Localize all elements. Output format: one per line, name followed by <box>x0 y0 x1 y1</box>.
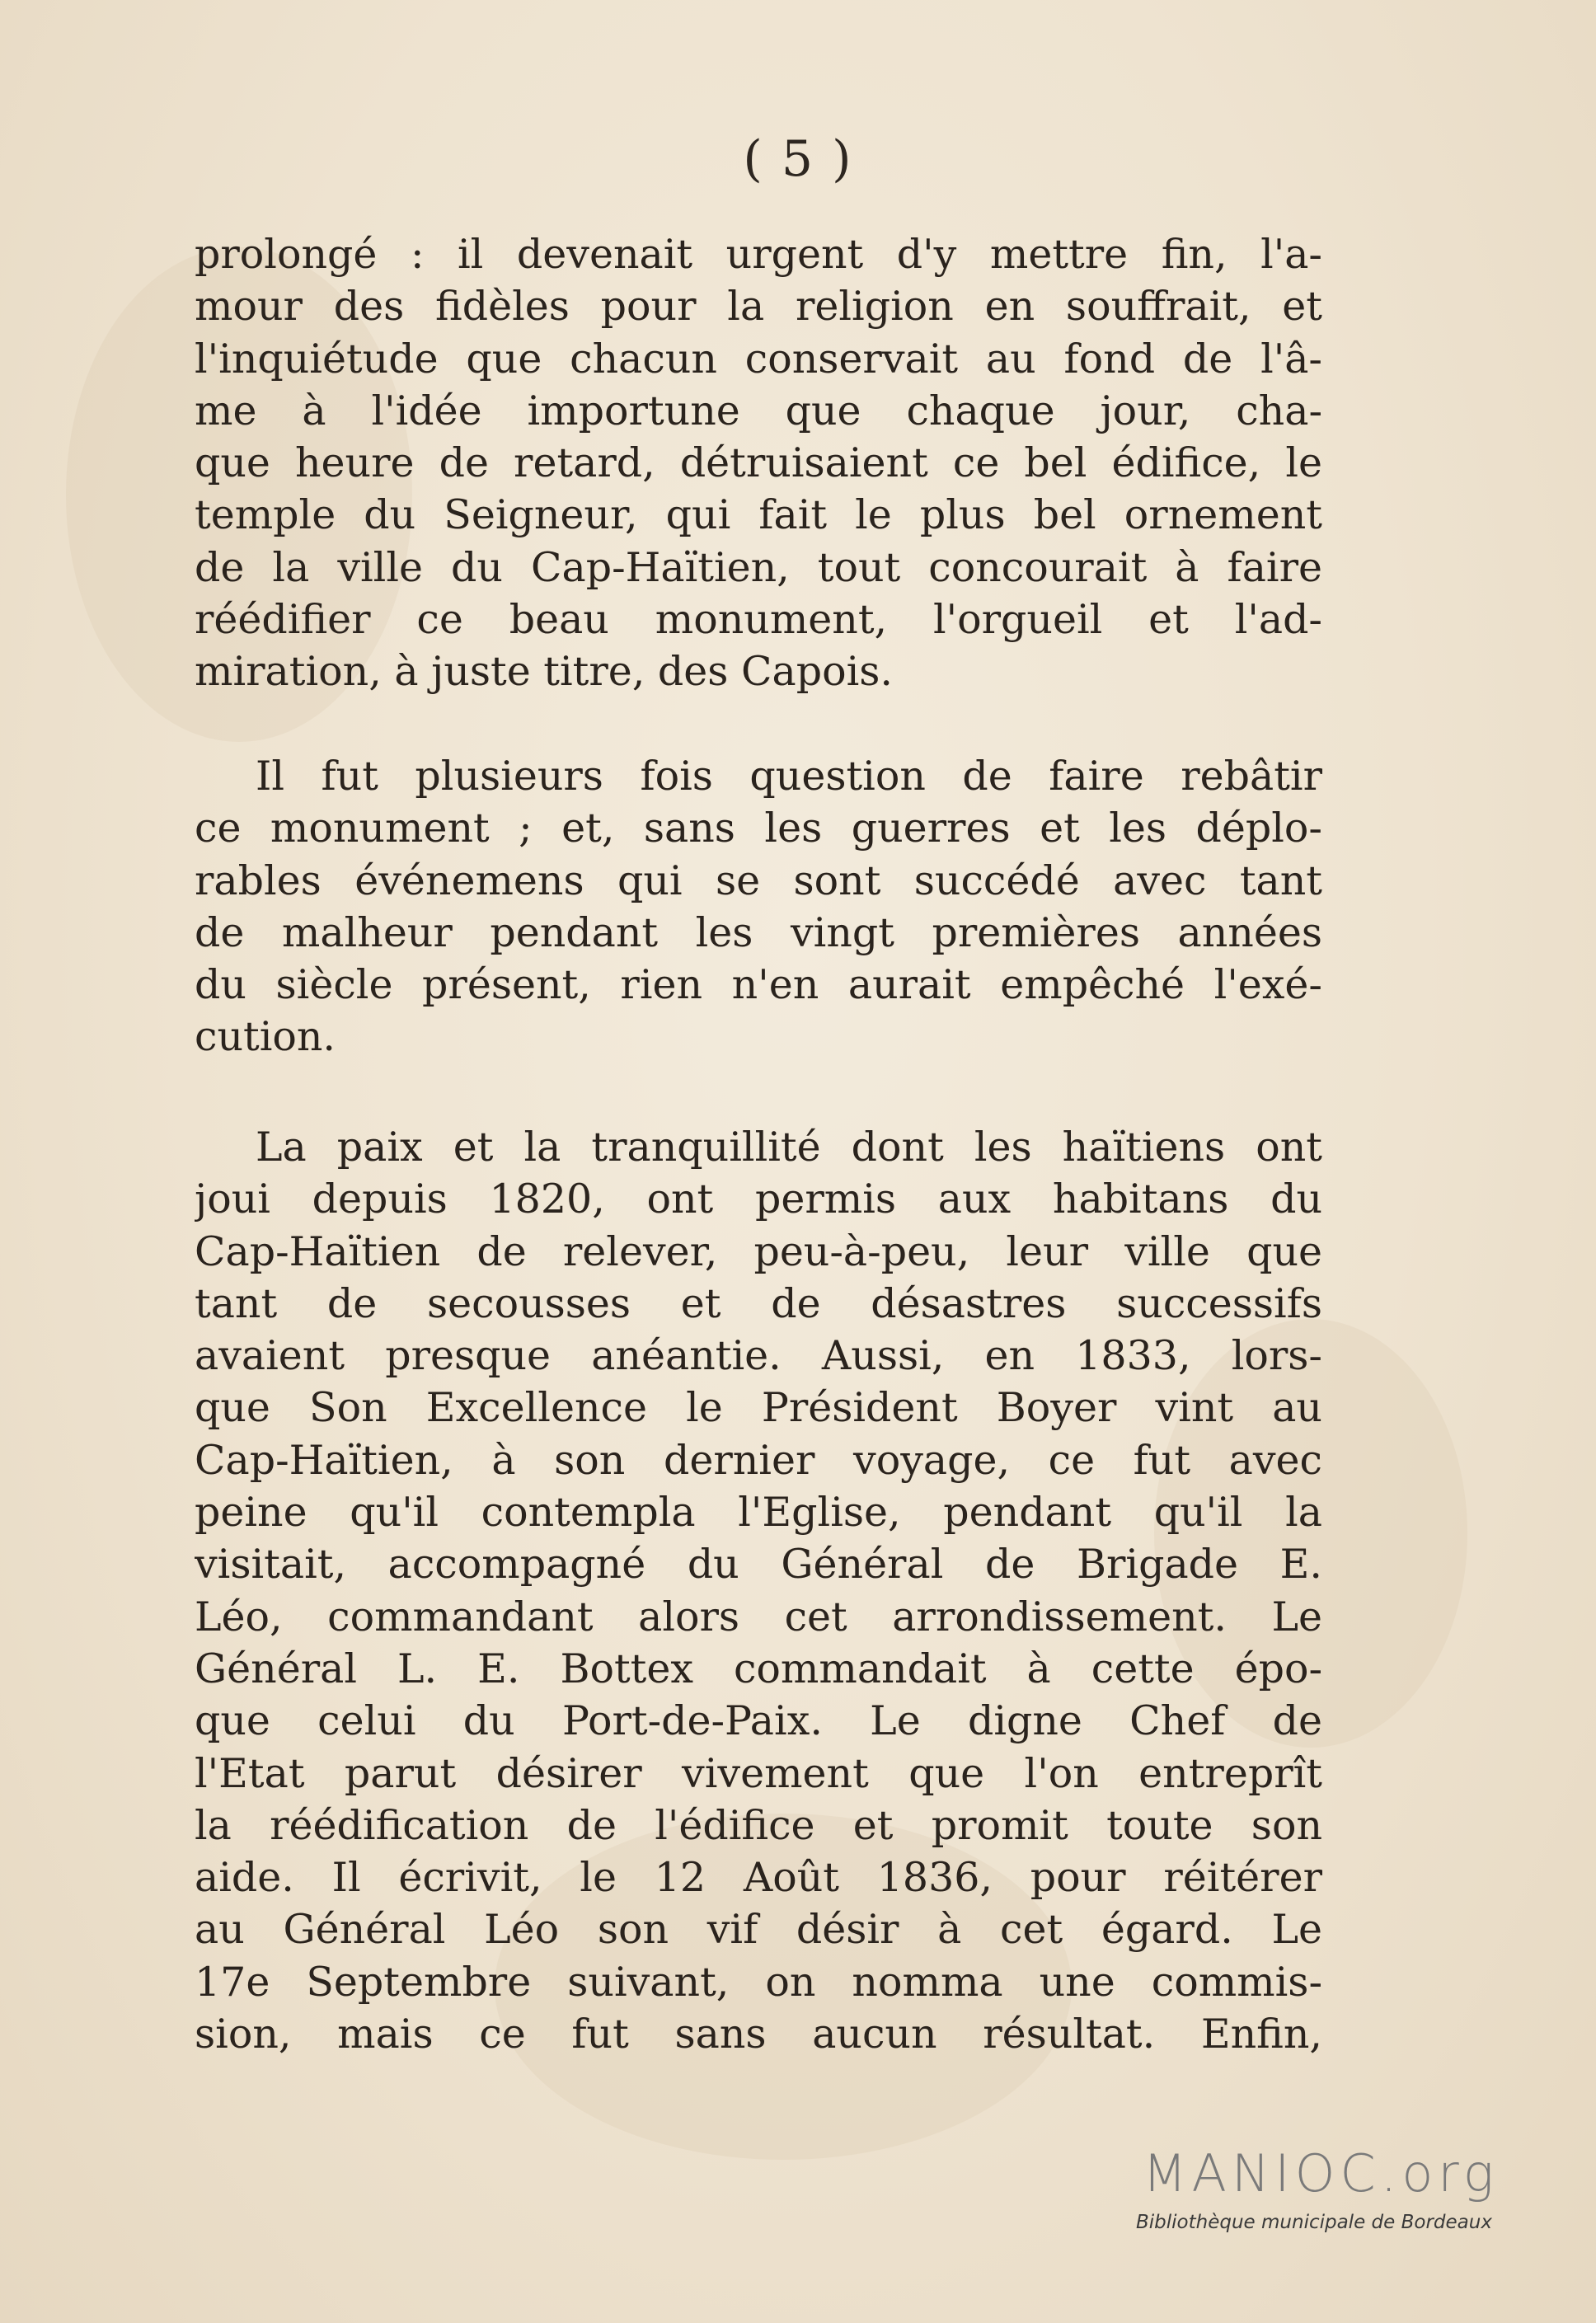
text-line: sion, mais ce fut sans aucun résultat. Enfin, <box>195 2011 1322 2058</box>
text-line: du siècle présent, rien n'en aurait empêché l'exé- <box>195 961 1322 1009</box>
text-line: visitait, accompagné du Général de Brigade E. <box>195 1541 1322 1589</box>
text-line: Il fut plusieurs fois question de faire rebâtir <box>256 753 1322 800</box>
text-line: prolongé : il devenait urgent d'y mettre fin, l'a- <box>195 231 1322 278</box>
text-line: que Son Excellence le Président Boyer vint au <box>195 1384 1322 1432</box>
watermark-name: MANIOC.org <box>1143 2143 1499 2203</box>
page-number: ( 5 ) <box>743 130 853 188</box>
text-line: temple du Seigneur, qui fait le plus bel ornement <box>195 491 1322 539</box>
text-line: de la ville du Cap-Haïtien, tout concourait à faire <box>195 543 1322 591</box>
paragraph-1 <box>195 228 1322 698</box>
text-line: Cap-Haïtien de relever, peu-à-peu, leur ville que <box>195 1227 1322 1275</box>
text-line: La paix et la tranquillité dont les haïtiens ont <box>256 1124 1322 1171</box>
text-line: Général L. E. Bottex commandait à cette épo- <box>195 1645 1322 1692</box>
text-line: au Général Léo son vif désir à cet égard. Le <box>195 1906 1322 1954</box>
text-line: rables événemens qui se sont succédé avec tant <box>195 856 1322 904</box>
paragraph-2 <box>195 750 1322 1063</box>
text-line: peine qu'il contempla l'Eglise, pendant qu'il la <box>195 1489 1322 1537</box>
text-line: avaient presque anéantie. Aussi, en 1833, lors- <box>195 1332 1322 1380</box>
text-line: joui depuis 1820, ont permis aux habitans du <box>195 1176 1322 1223</box>
text-line: réédifier ce beau monument, l'orgueil et l'ad- <box>195 596 1322 644</box>
text-line: cution. <box>195 1013 336 1061</box>
paragraph-3 <box>195 1121 1322 2060</box>
text-line: aide. Il écrivit, le 12 Août 1836, pour réitérer <box>195 1854 1322 1902</box>
text-line: que celui du Port-de-Paix. Le digne Chef de <box>195 1697 1322 1745</box>
text-line: miration, à juste titre, des Capois. <box>195 648 893 696</box>
manioc-watermark <box>1136 2145 1507 2236</box>
text-line: Cap-Haïtien, à son dernier voyage, ce fut avec <box>195 1436 1322 1484</box>
text-line: que heure de retard, détruisaient ce bel édifice, le <box>195 439 1322 487</box>
text-line: de malheur pendant les vingt premières années <box>195 908 1322 956</box>
text-line: tant de secousses et de désastres successifs <box>195 1279 1322 1327</box>
text-line: mour des fidèles pour la religion en souffrait, et <box>195 283 1322 331</box>
text-line: 17e Septembre suivant, on nomma une commis- <box>195 1958 1322 2006</box>
text-line: l'inquiétude que chacun conservait au fond de l'â- <box>195 335 1322 382</box>
text-line: me à l'idée importune que chaque jour, cha- <box>195 387 1322 434</box>
text-line: Léo, commandant alors cet arrondissement. Le <box>195 1593 1322 1640</box>
text-line: la réédification de l'édifice et promit toute son <box>195 1801 1322 1849</box>
text-line: ce monument ; et, sans les guerres et les déplo- <box>195 805 1322 852</box>
text-line: l'Etat parut désirer vivement que l'on entreprît <box>195 1749 1322 1797</box>
watermark-subtitle: Bibliothèque municipale de Bordeaux <box>1136 2212 1492 2233</box>
